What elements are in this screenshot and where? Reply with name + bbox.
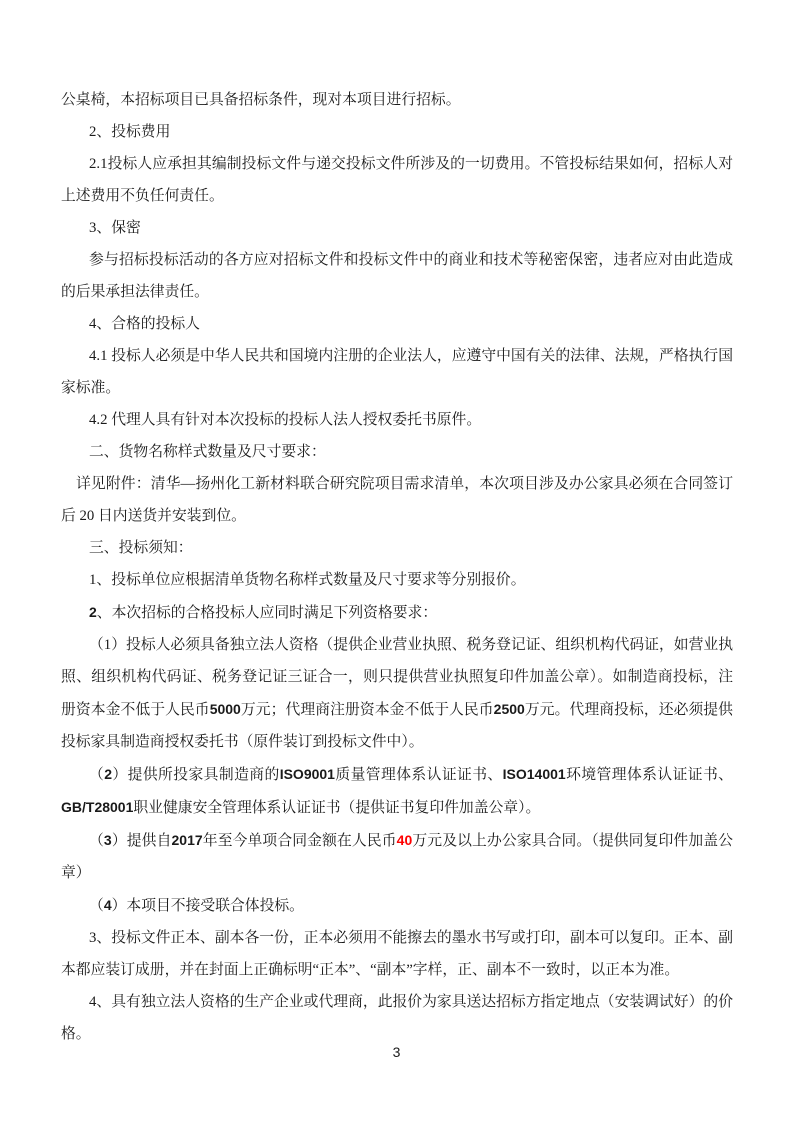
paragraph [61,758,733,824]
text-run: 2、投标费用 [89,124,171,140]
paragraph [61,824,733,889]
latin-number: 2500 [493,701,525,717]
text-run: 参与招标投标活动的各方应对招标文件和投标文件中的商业和技术等秘密保密，违者应对由此造成的后果承担法律责任。 [61,252,733,300]
text-run: 详见附件：清华—扬州化工新材料联合研究院项目需求清单，本次项目涉及办公家具必须在合同签订后 20 日内送货并安装到位。 [61,476,733,524]
text-run: 4.2 代理人具有针对本次投标的投标人法人授权委托书原件。 [89,412,482,428]
latin-number: 5000 [209,701,241,717]
text-run: 3、投标文件正本、副本各一份，正本必须用不能擦去的墨水书写或打印，副本可以复印。正本、副本都应装订成册，并在封面上正确标明“正本”、“副本”字样，正、副本不一致时，以正本为准。 [61,930,733,978]
text-run: 年至今单项合同金额在人民币 [202,833,397,849]
text-run: 3、保密 [89,220,141,236]
document-body [61,84,733,1050]
latin-number: 2 [104,766,113,782]
text-run: 万元及以上办公家具合同。（提供同复印件加盖公章） [61,833,733,881]
paragraph [61,889,733,922]
latin-number: GB/T28001 [61,799,134,815]
highlighted-number: 40 [396,832,413,848]
text-run: 4.1 投标人必须是中华人民共和国境内注册的企业法人，应遵守中国有关的法律、法规，严格执行国家标准。 [61,348,733,396]
paragraph [61,308,733,340]
text-run: 环境管理体系认证证书、 [565,767,733,783]
text-run: 职业健康安全管理体系认证证书（提供证书复印件加盖公章）。 [133,800,541,816]
paragraph [61,244,733,308]
paragraph [61,84,733,116]
text-run: 万元；代理商注册资本金不低于人民币 [240,702,494,718]
paragraph [61,436,733,468]
paragraph [61,629,733,758]
text-run: （ [89,767,105,783]
text-run: 万元。代理商投标，还必须提供投标家具制造商授权委托书（原件装订到投标文件中）。 [61,702,733,750]
paragraph [61,564,733,596]
latin-number: 4 [103,897,112,913]
paragraph [61,532,733,564]
latin-number: ISO9001 [279,766,335,782]
text-run: （ [89,833,104,849]
text-run: 三、投标须知： [89,540,193,556]
paragraph [61,212,733,244]
paragraph [61,922,733,986]
text-run: ）提供自 [111,833,172,849]
text-run: （1）投标人必须具备独立法人资格（提供企业营业执照、税务登记证、组织机构代码证，如营业执照、组织机构代码证、税务登记证三证合一，则只提供营业执照复印件加盖公章）。如制造商投标，注册资本金不低于人民币 [61,637,733,718]
text-run: 4、具有独立法人资格的生产企业或代理商，此报价为家具送达招标方指定地点（安装调试好）的价格。 [61,994,733,1042]
paragraph [61,596,733,629]
latin-number: ISO14001 [502,766,566,782]
latin-number: 2 [89,604,97,620]
text-run: ）本项目不接受联合体投标。 [111,898,304,914]
text-run: 1、投标单位应根据清单货物名称样式数量及尺寸要求等分别报价。 [89,572,526,588]
latin-number: 3 [103,832,112,848]
text-run: 质量管理体系认证证书、 [334,767,503,783]
text-run: 2.1投标人应承担其编制投标文件与递交投标文件所涉及的一切费用。不管投标结果如何，招标人对上述费用不负任何责任。 [61,156,733,204]
text-run: ）提供所投家具制造商的 [112,767,280,783]
text-run: 4、合格的投标人 [89,316,200,332]
paragraph [61,116,733,148]
text-run: 二、货物名称样式数量及尺寸要求： [89,444,326,460]
paragraph [61,468,733,532]
page-number: 3 [392,1044,401,1060]
latin-number: 2017 [171,832,203,848]
paragraph [61,340,733,404]
text-run: （ [89,898,104,914]
text-run: 公桌椅，本招标项目已具备招标条件，现对本项目进行招标。 [61,92,461,108]
paragraph [61,148,733,212]
paragraph [61,404,733,436]
text-run: 、本次招标的合格投标人应同时满足下列资格要求： [96,605,438,621]
